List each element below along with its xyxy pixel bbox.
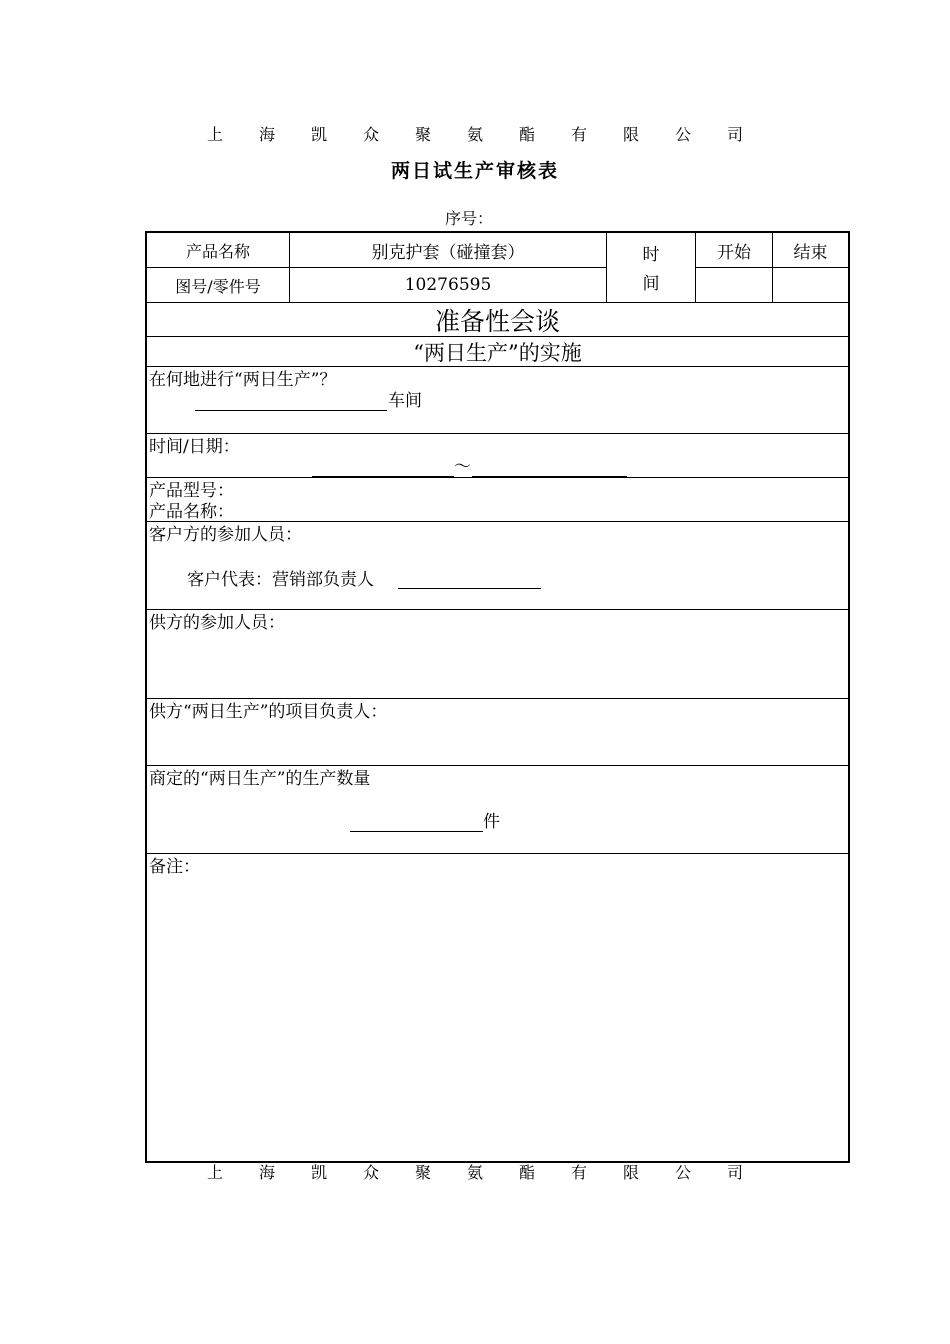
customer-representative-blank[interactable] (398, 588, 541, 589)
company-char: 凯 (310, 125, 327, 144)
company-char: 众 (362, 1163, 379, 1182)
divider (147, 698, 848, 699)
company-char: 司 (726, 1163, 743, 1182)
company-char: 公 (674, 1163, 691, 1182)
company-char: 公 (674, 125, 691, 144)
divider (147, 765, 848, 766)
supplier-project-lead-label: 供方“两日生产”的项目负责人： (149, 702, 388, 722)
company-char: 上 (206, 125, 223, 144)
end-time-field[interactable] (773, 268, 848, 302)
company-char: 限 (622, 1163, 639, 1182)
company-name-top (205, 125, 745, 145)
company-char: 司 (726, 125, 743, 144)
product-name-row-label: 产品名称： (149, 502, 234, 522)
company-char: 上 (206, 1163, 223, 1182)
company-char: 有 (570, 1163, 587, 1182)
form-title: 两日试生产审核表 (390, 160, 559, 182)
trial-production-form (145, 231, 850, 1163)
divider (147, 609, 848, 610)
company-char: 海 (258, 125, 275, 144)
divider (147, 433, 848, 434)
company-char: 聚 (414, 1163, 431, 1182)
divider (147, 521, 848, 522)
supplier-participants-label: 供方的参加人员： (149, 613, 285, 633)
company-char: 凯 (310, 1163, 327, 1182)
datetime-label: 时间/日期： (149, 437, 240, 457)
time-label-bottom: 间 (642, 273, 660, 294)
part-number-value: 10276595 (404, 275, 492, 295)
company-char: 众 (362, 125, 379, 144)
company-char: 海 (258, 1163, 275, 1182)
divider (147, 853, 848, 854)
location-blank[interactable] (195, 410, 387, 411)
date-range-tilde: ～ (454, 457, 471, 477)
company-char: 聚 (414, 125, 431, 144)
company-char: 酯 (518, 125, 535, 144)
company-char: 有 (570, 125, 587, 144)
date-end-blank[interactable] (472, 476, 627, 477)
company-char: 限 (622, 125, 639, 144)
remarks-label: 备注： (149, 857, 200, 877)
customer-representative-label: 客户代表：营销部负责人 (187, 570, 374, 590)
quantity-unit-label: 件 (483, 812, 500, 832)
part-number-label: 图号/零件号 (175, 276, 261, 296)
product-name-value: 别克护套（碰撞套） (371, 242, 525, 263)
location-question: 在何地进行“两日生产”？ (149, 370, 337, 390)
section-title: 准备性会谈 (434, 306, 560, 336)
quantity-blank[interactable] (350, 831, 483, 832)
company-char: 氨 (466, 125, 483, 144)
production-quantity-label: 商定的“两日生产”的生产数量 (149, 769, 371, 789)
product-name-label: 产品名称 (185, 241, 250, 261)
date-start-blank[interactable] (312, 476, 454, 477)
end-label: 结束 (793, 242, 828, 263)
start-time-field[interactable] (696, 268, 772, 302)
time-label-top: 时 (642, 244, 660, 265)
product-model-label: 产品型号： (149, 481, 234, 501)
serial-number-label: 序号： (445, 209, 494, 228)
customer-participants-label: 客户方的参加人员： (149, 525, 302, 545)
remarks-area[interactable] (147, 881, 848, 1157)
workshop-label: 车间 (388, 391, 422, 411)
company-name-bottom (205, 1163, 745, 1183)
company-char: 氨 (466, 1163, 483, 1182)
start-label: 开始 (717, 242, 751, 263)
section-subtitle: “两日生产”的实施 (413, 340, 582, 365)
divider (147, 477, 848, 478)
company-char: 酯 (518, 1163, 535, 1182)
